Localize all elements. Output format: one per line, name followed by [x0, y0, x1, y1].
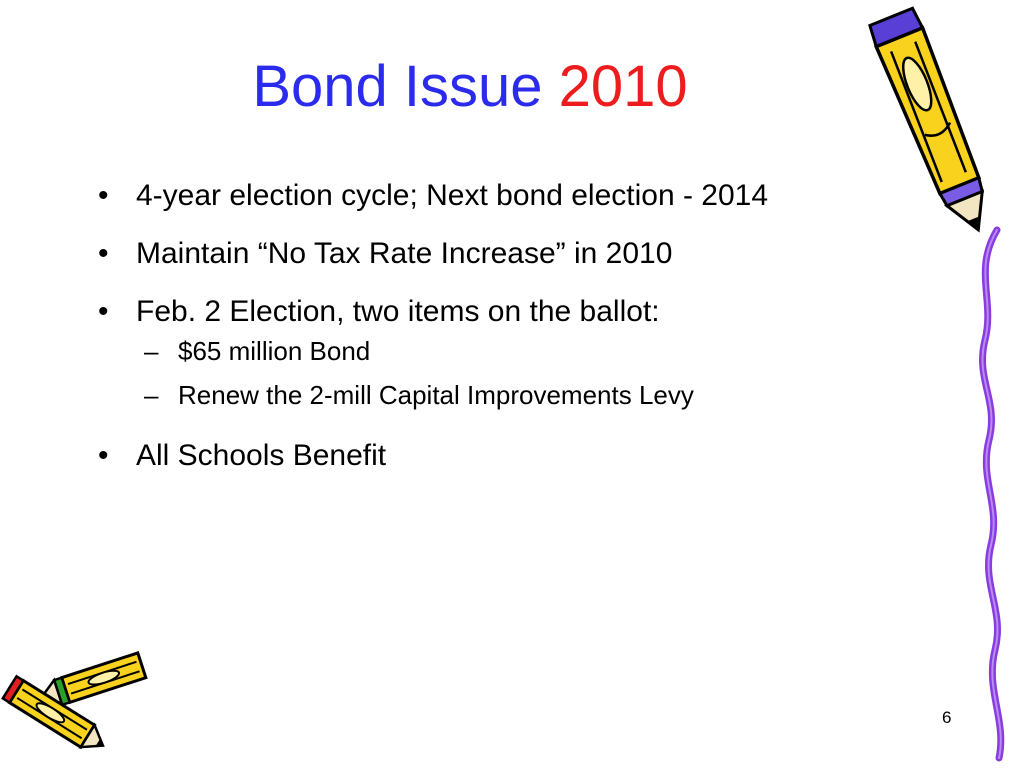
sub-bullet-list — [144, 334, 888, 412]
sub-bullet-glyph: – — [144, 380, 159, 410]
bullet-glyph: • — [98, 237, 109, 270]
bullet-text: 4-year election cycle; Next bond election - 2014 — [136, 179, 769, 212]
sub-bullet-text: Renew the 2-mill Capital Improvements Levy — [178, 380, 694, 410]
page-number: 6 — [942, 708, 952, 727]
slide-title — [0, 52, 940, 122]
bullet-text: Feb. 2 Election, two items on the ballot: — [136, 295, 660, 328]
sub-bullet-item — [144, 378, 888, 412]
bullet-glyph: • — [98, 439, 109, 472]
squiggle-border — [955, 230, 1015, 760]
bullet-item — [98, 178, 888, 214]
bullet-item — [98, 438, 888, 474]
bullet-list — [98, 178, 888, 496]
bullet-item — [98, 236, 888, 272]
pencil-icon — [860, 0, 1010, 245]
bullet-text: Maintain “No Tax Rate Increase” in 2010 — [136, 237, 673, 270]
title-text: Bond Issue — [252, 54, 543, 119]
bullet-item — [98, 294, 888, 330]
pencil-pair-icon — [0, 650, 160, 760]
sub-bullet-glyph: – — [144, 336, 159, 366]
sub-bullet-text: $65 million Bond — [178, 336, 371, 366]
sub-bullet-item — [144, 334, 888, 368]
title-year: 2010 — [558, 54, 688, 119]
bullet-text: All Schools Benefit — [136, 439, 387, 472]
bullet-glyph: • — [98, 179, 109, 212]
bullet-glyph: • — [98, 295, 109, 328]
